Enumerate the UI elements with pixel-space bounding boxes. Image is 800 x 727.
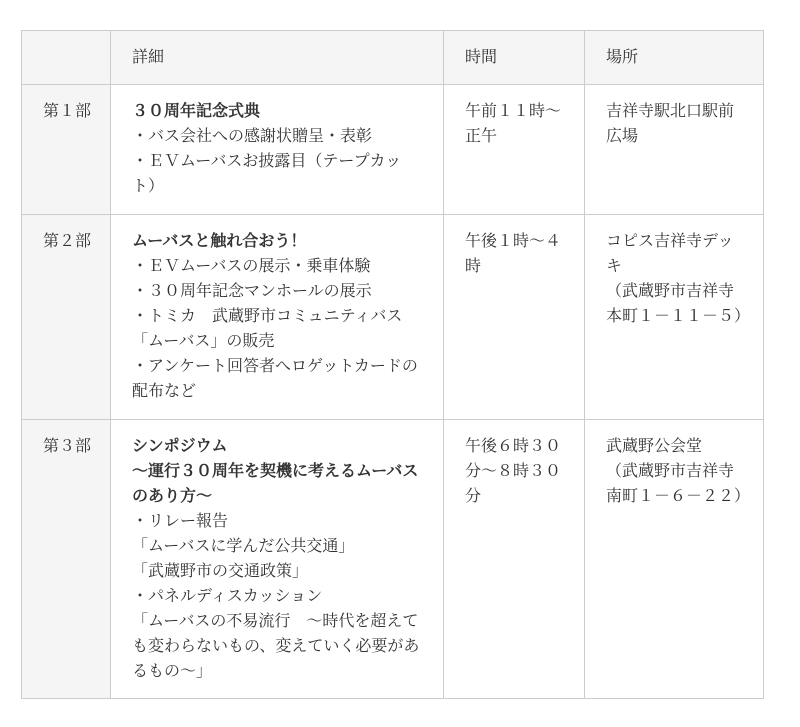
detail-line: ・バス会社への感謝状贈呈・表彰: [132, 128, 373, 145]
part1-place-cell: [585, 85, 764, 215]
detail-line: ・ＥＶムーバスお披露目（テープカット）: [132, 153, 402, 195]
place-line: コピス吉祥寺デッキ: [606, 233, 734, 275]
header-cell-place: 場所: [585, 31, 764, 85]
schedule-table-container: [21, 30, 764, 699]
table-body: [22, 85, 764, 699]
place-address-line: （武蔵野市吉祥寺南町１－６－２２）: [606, 463, 751, 505]
part2-label: 第２部: [22, 215, 111, 420]
table-header: [22, 31, 764, 85]
event-schedule-table: [21, 30, 764, 699]
header-cell-part: [22, 31, 111, 85]
part1-time-cell: 午前１１時〜正午: [444, 85, 585, 215]
detail-line: ・３０周年記念マンホールの展示: [132, 283, 372, 300]
detail-line: ・パネルディスカッション: [132, 588, 323, 605]
detail-line: 「ムーバスの不易流行 〜時代を超えても変わらないもの、変えていく必要があるもの〜」: [132, 613, 420, 680]
part3-time-cell: 午後６時３０分〜８時３０分: [444, 420, 585, 699]
part2-place-cell: [585, 215, 764, 420]
header-cell-time: 時間: [444, 31, 585, 85]
table-row-part3: [22, 420, 764, 699]
part1-details-cell: [111, 85, 444, 215]
part2-details-cell: [111, 215, 444, 420]
part3-label: 第３部: [22, 420, 111, 699]
part1-label: 第１部: [22, 85, 111, 215]
part3-details-cell: [111, 420, 444, 699]
part2-time-cell: 午後１時〜４時: [444, 215, 585, 420]
detail-line: ・アンケート回答者へロゲットカードの配布など: [132, 358, 418, 400]
detail-line: ・トミカ 武蔵野市コミュニティバス「ムーバス」の販売: [132, 308, 403, 350]
detail-line: 「ムーバスに学んだ公共交通」: [132, 538, 355, 555]
detail-line-title: ３０周年記念式典: [132, 103, 261, 120]
header-row: [22, 31, 764, 85]
detail-line-title: シンポジウム: [132, 438, 228, 455]
table-row-part1: [22, 85, 764, 215]
place-line: 吉祥寺駅北口駅前広場: [606, 103, 735, 145]
place-line: 武蔵野公会堂: [606, 438, 703, 455]
detail-line: ・リレー報告: [132, 513, 229, 530]
place-address-line: （武蔵野市吉祥寺本町１－１１－５）: [606, 283, 751, 325]
part3-place-cell: [585, 420, 764, 699]
detail-line-title: ムーバスと触れ合おう！: [132, 233, 307, 250]
header-cell-details: 詳細: [111, 31, 444, 85]
detail-line: 「武蔵野市の交通政策」: [132, 563, 309, 580]
detail-line-subtitle: 〜運行３０周年を契機に考えるムーバスのあり方〜: [132, 463, 419, 505]
table-row-part2: [22, 215, 764, 420]
detail-line: ・ＥＶムーバスの展示・乗車体験: [132, 258, 371, 275]
